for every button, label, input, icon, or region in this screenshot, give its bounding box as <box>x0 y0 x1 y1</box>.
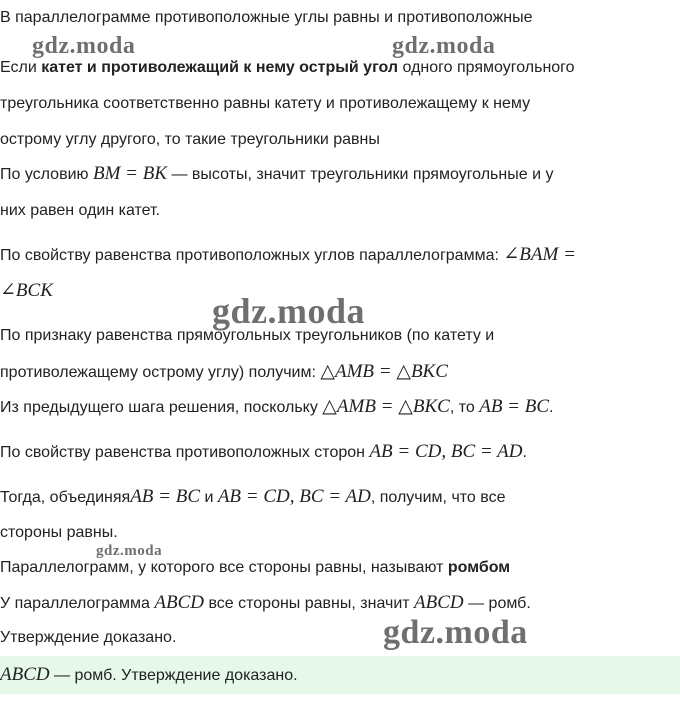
text-line: треугольника соответственно равны катету и противолежащему к нему <box>0 95 531 112</box>
bold-term: ромбом <box>447 559 511 576</box>
text-line: них равен один катет. <box>0 202 161 219</box>
text-line: Параллелограмм, у которого все стороны равны, называют ромбом <box>0 559 511 576</box>
watermark-logo: gdz.moda <box>96 543 163 559</box>
math-expression: AB = CD, BC = AD <box>369 441 523 462</box>
math-expression: ABCD <box>414 592 464 613</box>
text-line: В параллелограмме противоположные углы равны и противоположные <box>0 9 533 26</box>
text-line: Если катет и противолежащий к нему острый угол одного прямоугольного <box>0 59 575 76</box>
text-line: Из предыдущего шага решения, поскольку △AMB = △BKC, то AB = BC. <box>0 396 554 417</box>
answer-line: ABCD — ромб. Утверждение доказано. <box>0 664 298 685</box>
watermark-logo: gdz.moda <box>32 33 136 59</box>
math-expression: AB = BC <box>479 396 550 417</box>
math-expression: ∠BAM = <box>503 244 576 265</box>
text-line: У параллелограмма ABCD все стороны равны, значит ABCD — ромб. <box>0 592 531 613</box>
text-line: По условию BM = BK — высоты, значит треугольники прямоугольные и у <box>0 163 554 184</box>
bold-term: катет и противолежащий к нему острый угол <box>41 59 399 76</box>
math-expression: ∠BCK <box>0 280 53 301</box>
text-line: По признаку равенства прямоугольных треугольников (по катету и <box>0 327 495 344</box>
watermark-logo: gdz.moda <box>392 33 496 59</box>
watermark-logo: gdz.moda <box>383 614 528 651</box>
watermark-logo: gdz.moda <box>212 291 366 331</box>
text-line: Тогда, объединяяAB = BC и AB = CD, BC = AD, получим, что все <box>0 486 506 507</box>
text-line: стороны равны. <box>0 524 118 541</box>
text-line: По свойству равенства противоположных сторон AB = CD, BC = AD. <box>0 441 527 462</box>
math-expression: △AMB = △BKC <box>322 396 450 417</box>
math-expression: AB = BC <box>130 486 200 507</box>
math-expression: ABCD <box>0 664 50 685</box>
text-line: По свойству равенства противоположных углов параллелограмма: ∠BAM = <box>0 244 576 265</box>
text-line: острому углу другого, то такие треугольники равны <box>0 131 380 148</box>
text-line <box>0 281 53 302</box>
math-expression: BM = BK <box>92 163 168 184</box>
text-line: противолежащему острому углу) получим: △AMB = △BKC <box>0 361 448 382</box>
math-expression: ABCD <box>154 592 205 613</box>
math-expression: △AMB = △BKC <box>320 361 448 382</box>
math-expression: AB = CD, BC = AD <box>217 486 371 507</box>
text-line: Утверждение доказано. <box>0 629 177 646</box>
